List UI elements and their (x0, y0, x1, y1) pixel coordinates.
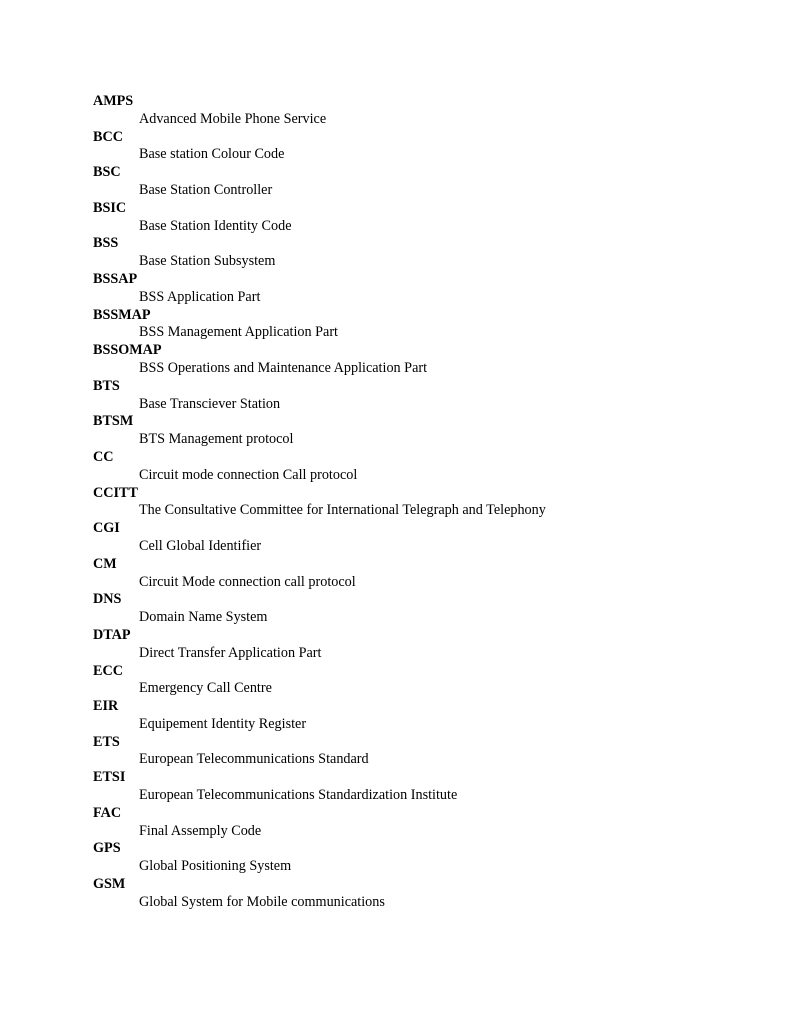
glossary-term: BSC (93, 164, 121, 181)
glossary-term: BSS (93, 235, 119, 252)
glossary-definition: Advanced Mobile Phone Service (139, 110, 327, 127)
glossary-entry-dns (93, 591, 743, 627)
glossary-definition: BSS Management Application Part (139, 324, 338, 341)
glossary-term: BSIC (93, 199, 127, 216)
glossary-term: BTSM (93, 413, 134, 430)
glossary-list (93, 93, 743, 912)
glossary-entry-fac (93, 805, 743, 841)
glossary-term: CCITT (93, 484, 138, 501)
glossary-definition: Base Station Subsystem (139, 253, 276, 270)
glossary-definition: Base station Colour Code (139, 146, 285, 163)
glossary-entry-bts (93, 378, 743, 414)
glossary-term: GSM (93, 876, 126, 893)
glossary-entry-bssap (93, 271, 743, 307)
glossary-term: ETS (93, 733, 120, 750)
glossary-entry-dtap (93, 627, 743, 663)
glossary-term: BTS (93, 377, 120, 394)
glossary-definition: Global System for Mobile communications (139, 893, 385, 910)
glossary-entry-ecc (93, 663, 743, 699)
glossary-definition: Base Transciever Station (139, 395, 281, 412)
glossary-definition: Emergency Call Centre (139, 680, 272, 697)
glossary-definition: Domain Name System (139, 609, 268, 626)
glossary-definition: BSS Operations and Maintenance Application Part (139, 359, 428, 376)
glossary-term: GPS (93, 840, 121, 857)
glossary-definition: Equipement Identity Register (139, 715, 307, 732)
glossary-entry-bssmap (93, 307, 743, 343)
glossary-entry-bssomap (93, 342, 743, 378)
glossary-entry-cc (93, 449, 743, 485)
glossary-entry-gps (93, 840, 743, 876)
glossary-term: BSSOMAP (93, 342, 162, 359)
glossary-entry-bsc (93, 164, 743, 200)
glossary-definition: BSS Application Part (139, 288, 261, 305)
glossary-definition: European Telecommunications Standardization Institute (139, 787, 458, 804)
glossary-term: BSSMAP (93, 306, 151, 323)
glossary-term: FAC (93, 804, 122, 821)
glossary-definition: Circuit Mode connection call protocol (139, 573, 356, 590)
glossary-definition: Circuit mode connection Call protocol (139, 466, 358, 483)
glossary-term: DTAP (93, 626, 131, 643)
glossary-entry-ccitt (93, 485, 743, 521)
glossary-entry-bcc (93, 129, 743, 165)
glossary-definition: Base Station Controller (139, 181, 273, 198)
glossary-definition: Global Positioning System (139, 858, 292, 875)
glossary-entry-btsm (93, 413, 743, 449)
glossary-term: CGI (93, 520, 120, 537)
glossary-term: ECC (93, 662, 123, 679)
glossary-entry-cm (93, 556, 743, 592)
glossary-definition: The Consultative Committee for International Telegraph and Telephony (139, 502, 546, 519)
glossary-entry-gsm (93, 876, 743, 912)
glossary-definition: European Telecommunications Standard (139, 751, 369, 768)
glossary-term: EIR (93, 698, 119, 715)
glossary-entry-bsic (93, 200, 743, 236)
glossary-term: BCC (93, 128, 123, 145)
glossary-entry-bss (93, 235, 743, 271)
glossary-entry-etsi (93, 769, 743, 805)
glossary-entry-eir (93, 698, 743, 734)
glossary-term: BSSAP (93, 270, 138, 287)
glossary-entry-ets (93, 734, 743, 770)
glossary-term: DNS (93, 591, 122, 608)
glossary-definition: Direct Transfer Application Part (139, 644, 322, 661)
glossary-term: AMPS (93, 93, 134, 109)
glossary-term: ETSI (93, 769, 126, 786)
glossary-entry-cgi (93, 520, 743, 556)
glossary-definition: Cell Global Identifier (139, 537, 262, 554)
glossary-definition: Final Assemply Code (139, 822, 262, 839)
glossary-term: CM (93, 555, 117, 572)
glossary-entry-amps (93, 93, 743, 129)
glossary-definition: BTS Management protocol (139, 431, 294, 448)
glossary-term: CC (93, 448, 114, 465)
glossary-definition: Base Station Identity Code (139, 217, 292, 234)
